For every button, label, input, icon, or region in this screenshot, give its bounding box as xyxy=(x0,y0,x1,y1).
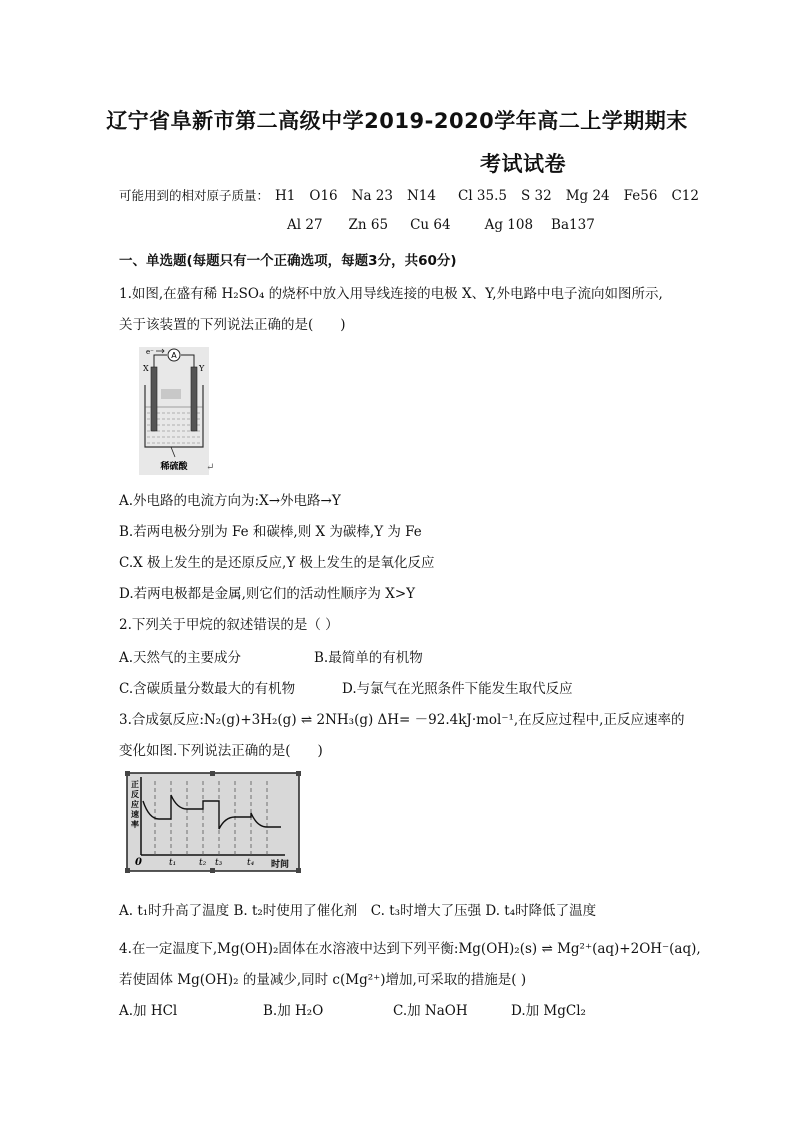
tick-t1: t₁ xyxy=(169,858,177,868)
q1-option-b: B.若两电极分别为 Fe 和碳棒,则 X 为碳棒,Y 为 Fe xyxy=(119,524,422,540)
atomic-mass: Fe56 xyxy=(623,188,658,204)
atomic-mass: Cu 64 xyxy=(410,217,451,233)
paragraph-mark-icon: ↵ xyxy=(206,462,215,473)
atomic-mass: O16 xyxy=(309,188,338,204)
atomic-mass: N14 xyxy=(406,188,436,204)
electrode-x-label: X xyxy=(143,364,149,373)
ammeter-label: A xyxy=(171,351,177,360)
atomic-mass: C12 xyxy=(671,188,699,204)
q2-option-b: B.最简单的有机物 xyxy=(314,650,423,666)
atomic-masses-row1 xyxy=(119,186,713,204)
electrolyte-label: 稀硫酸 xyxy=(160,462,188,472)
x-axis-label: 时间 xyxy=(271,860,290,870)
q1-option-d: D.若两电极都是金属,则它们的活动性顺序为 X>Y xyxy=(119,586,416,602)
q4-option-b: B.加 H₂O xyxy=(263,1003,324,1019)
atomic-mass: Al 27 xyxy=(287,217,323,233)
atomic-masses-row2 xyxy=(287,217,609,233)
atomic-mass: H1 xyxy=(275,188,296,204)
atomic-mass: Mg 24 xyxy=(565,188,610,204)
tick-t2: t₂ xyxy=(199,858,207,868)
q2-option-a: A.天然气的主要成分 xyxy=(119,650,242,666)
q2-option-c: C.含碳质量分数最大的有机物 xyxy=(119,681,296,697)
q3-stem-line2: 变化如图.下列说法正确的是( ) xyxy=(119,743,323,759)
page-title-line2: 考试试卷 xyxy=(480,152,566,176)
atomic-mass: Ag 108 xyxy=(484,217,534,233)
atomic-mass: Na 23 xyxy=(351,188,393,204)
atomic-mass: Cl 35.5 xyxy=(457,188,507,204)
page-title-line1: 辽宁省阜新市第二高级中学2019-2020学年高二上学期期末 xyxy=(106,109,688,133)
q1-option-c: C.X 极上发生的是还原反应,Y 极上发生的是氧化反应 xyxy=(119,555,435,571)
electron-label: e⁻ xyxy=(146,348,154,356)
origin-label: 0 xyxy=(135,857,142,868)
y-axis-label: 正反应速率 xyxy=(131,780,139,829)
q1-stem-line2: 关于该装置的下列说法正确的是( ) xyxy=(119,317,346,333)
q4-option-a: A.加 HCl xyxy=(119,1003,178,1019)
q4-stem-line1: 4.在一定温度下,Mg(OH)₂固体在水溶液中达到下列平衡:Mg(OH)₂(s) ⇌ Mg²⁺(aq)+2OH⁻(aq), xyxy=(119,941,701,957)
tick-t4: t₄ xyxy=(247,858,255,868)
section-heading: 一、单选题(每题只有一个正确选项，每题3分，共60分) xyxy=(119,253,457,269)
q1-electrolysis-figure xyxy=(139,347,209,479)
q4-stem-line2: 若使固体 Mg(OH)₂ 的量减少,同时 c(Mg²⁺)增加,可采取的措施是( ) xyxy=(119,972,527,988)
q3-stem-line1: 3.合成氨反应:N₂(g)+3H₂(g) ⇌ 2NH₃(g) ΔH= －92.4kJ·mol⁻¹,在反应过程中,正反应速率的 xyxy=(119,712,685,728)
q1-stem-line1: 1.如图,在盛有稀 H₂SO₄ 的烧杯中放入用导线连接的电极 X、Y,外电路中电子流向如图所示, xyxy=(119,286,663,302)
tick-t3: t₃ xyxy=(215,858,223,868)
atomic-mass: Zn 65 xyxy=(348,217,389,233)
q2-stem: 2.下列关于甲烷的叙述错误的是（ ） xyxy=(119,617,339,633)
q3-options: A. t₁时升高了温度 B. t₂时使用了催化剂 C. t₃时增大了压强 D. t₄时降低了温度 xyxy=(119,903,597,919)
atomic-mass: Ba137 xyxy=(551,217,595,233)
q1-option-a: A.外电路的电流方向为:X→外电路→Y xyxy=(119,493,341,509)
atomic-mass: S 32 xyxy=(520,188,552,204)
atomic-masses-label: 可能用到的相对原子质量： xyxy=(119,188,270,203)
electrode-y-label: Y xyxy=(199,364,205,373)
q2-option-d: D.与氯气在光照条件下能发生取代反应 xyxy=(342,681,573,697)
q3-rate-graph xyxy=(125,771,301,877)
q4-option-d: D.加 MgCl₂ xyxy=(511,1003,586,1019)
q4-option-c: C.加 NaOH xyxy=(393,1003,468,1019)
